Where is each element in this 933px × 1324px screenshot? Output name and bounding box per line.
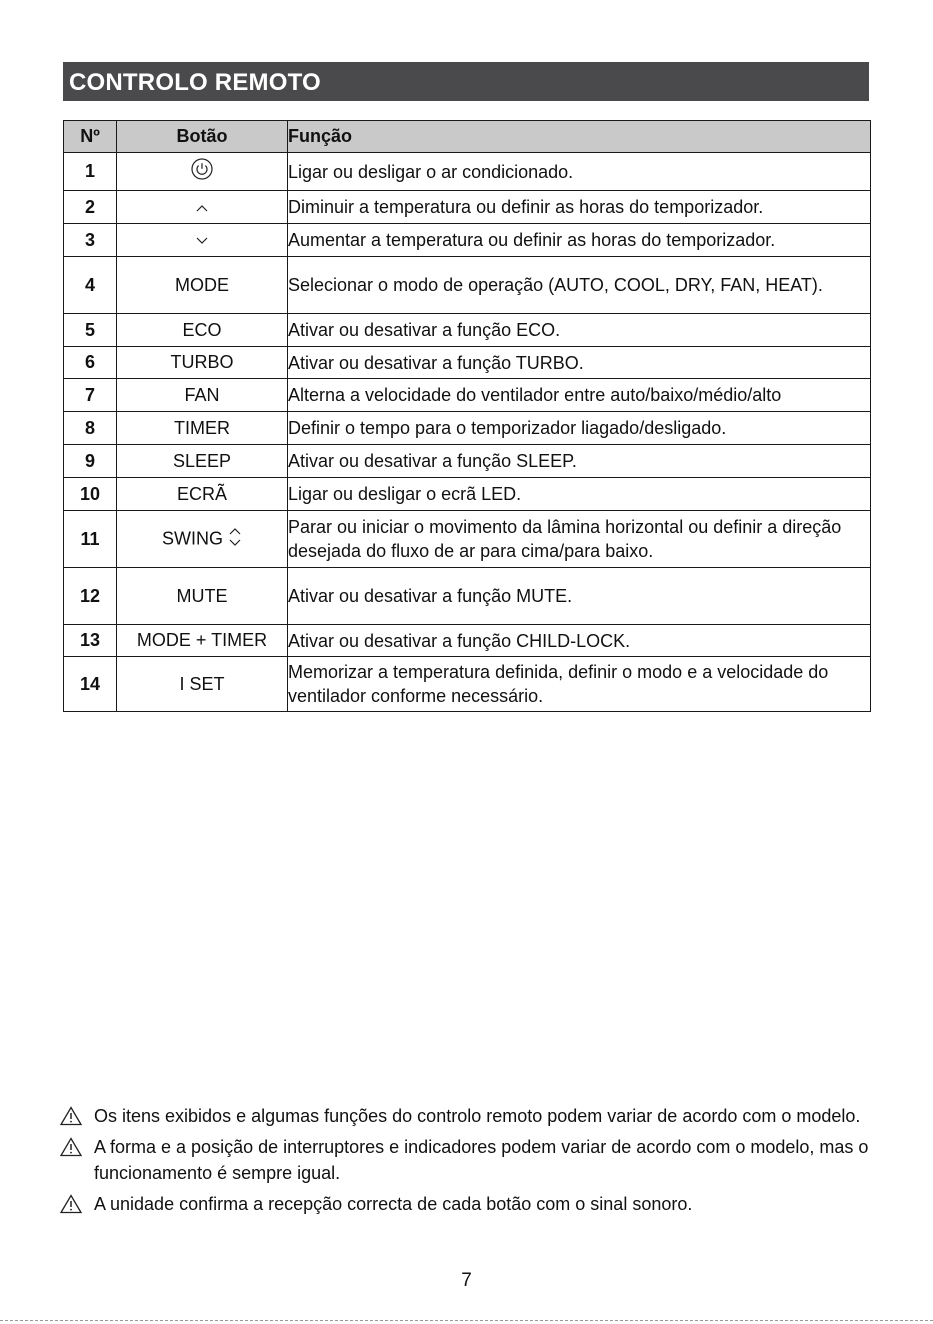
page-number: 7 (461, 1270, 472, 1291)
table-row (64, 625, 871, 657)
table-row (64, 153, 871, 191)
column-header-function: Função (288, 121, 871, 153)
row-button (117, 153, 288, 191)
row-button: ECRÃ (117, 478, 288, 511)
row-number: 1 (64, 153, 117, 191)
row-number: 8 (64, 412, 117, 445)
row-button (117, 224, 288, 257)
row-function: Memorizar a temperatura definida, definir o modo e a velocidade do ventilador conforme necessário. (288, 657, 871, 712)
section-title: CONTROLO REMOTO (63, 62, 869, 101)
row-number: 13 (64, 625, 117, 657)
row-function: Ligar ou desligar o ar condicionado. (288, 153, 871, 191)
table-row (64, 511, 871, 568)
note-text: Os itens exibidos e algumas funções do controlo remoto podem variar de acordo com o modelo. (94, 1106, 861, 1126)
chevron-down-icon (195, 230, 209, 251)
row-button (117, 511, 288, 568)
row-number: 7 (64, 379, 117, 412)
row-function: Ativar ou desativar a função MUTE. (288, 568, 871, 625)
row-function: Ativar ou desativar a função ECO. (288, 314, 871, 347)
row-number: 11 (64, 511, 117, 568)
table-row (64, 379, 871, 412)
row-button: I SET (117, 657, 288, 712)
row-function: Ativar ou desativar a função TURBO. (288, 347, 871, 379)
table-row (64, 347, 871, 379)
row-function: Parar ou iniciar o movimento da lâmina horizontal ou definir a direção desejada do fluxo de ar para cima/para baixo. (288, 511, 871, 568)
row-function: Ligar ou desligar o ecrã LED. (288, 478, 871, 511)
table-row (64, 478, 871, 511)
row-button: TURBO (117, 347, 288, 379)
power-icon (191, 158, 213, 185)
up-down-chevron-icon (228, 526, 242, 553)
row-button: SLEEP (117, 445, 288, 478)
table-row (64, 314, 871, 347)
row-number: 10 (64, 478, 117, 511)
warning-icon (60, 1137, 82, 1164)
row-number: 4 (64, 257, 117, 314)
note-text: A unidade confirma a recepção correcta de cada botão com o sinal sonoro. (94, 1194, 693, 1214)
row-number: 6 (64, 347, 117, 379)
row-function: Ativar ou desativar a função CHILD-LOCK. (288, 625, 871, 657)
table-row (64, 224, 871, 257)
row-function: Selecionar o modo de operação (AUTO, COOL, DRY, FAN, HEAT). (288, 257, 871, 314)
note-item (60, 1134, 880, 1186)
row-function: Alterna a velocidade do ventilador entre auto/baixo/médio/alto (288, 379, 871, 412)
remote-control-table (63, 120, 871, 712)
row-number: 14 (64, 657, 117, 712)
column-header-number: Nº (64, 121, 117, 153)
page-bottom-divider (0, 1320, 933, 1321)
warning-icon (60, 1106, 82, 1133)
note-item (60, 1103, 880, 1129)
row-number: 5 (64, 314, 117, 347)
table-row (64, 257, 871, 314)
row-button: MODE + TIMER (117, 625, 288, 657)
warning-icon (60, 1194, 82, 1221)
row-function: Aumentar a temperatura ou definir as horas do temporizador. (288, 224, 871, 257)
row-function: Definir o tempo para o temporizador liagado/desligado. (288, 412, 871, 445)
table-row (64, 657, 871, 712)
note-item (60, 1191, 880, 1217)
row-number: 12 (64, 568, 117, 625)
note-text: A forma e a posição de interruptores e indicadores podem variar de acordo com o modelo, mas o funcionamento é sempre igual. (94, 1137, 869, 1183)
row-number: 3 (64, 224, 117, 257)
table-row (64, 191, 871, 224)
notes-list (60, 1103, 880, 1222)
row-function: Diminuir a temperatura ou definir as horas do temporizador. (288, 191, 871, 224)
table-row (64, 568, 871, 625)
row-button (117, 191, 288, 224)
row-button: MODE (117, 257, 288, 314)
swing-label: SWING (161, 527, 223, 548)
row-button: MUTE (117, 568, 288, 625)
column-header-button: Botão (117, 121, 288, 153)
table-row (64, 445, 871, 478)
chevron-up-icon (195, 197, 209, 218)
row-function: Ativar ou desativar a função SLEEP. (288, 445, 871, 478)
table-row (64, 412, 871, 445)
row-button: TIMER (117, 412, 288, 445)
row-button: ECO (117, 314, 288, 347)
row-number: 9 (64, 445, 117, 478)
row-button: FAN (117, 379, 288, 412)
row-number: 2 (64, 191, 117, 224)
table-header-row (64, 121, 871, 153)
